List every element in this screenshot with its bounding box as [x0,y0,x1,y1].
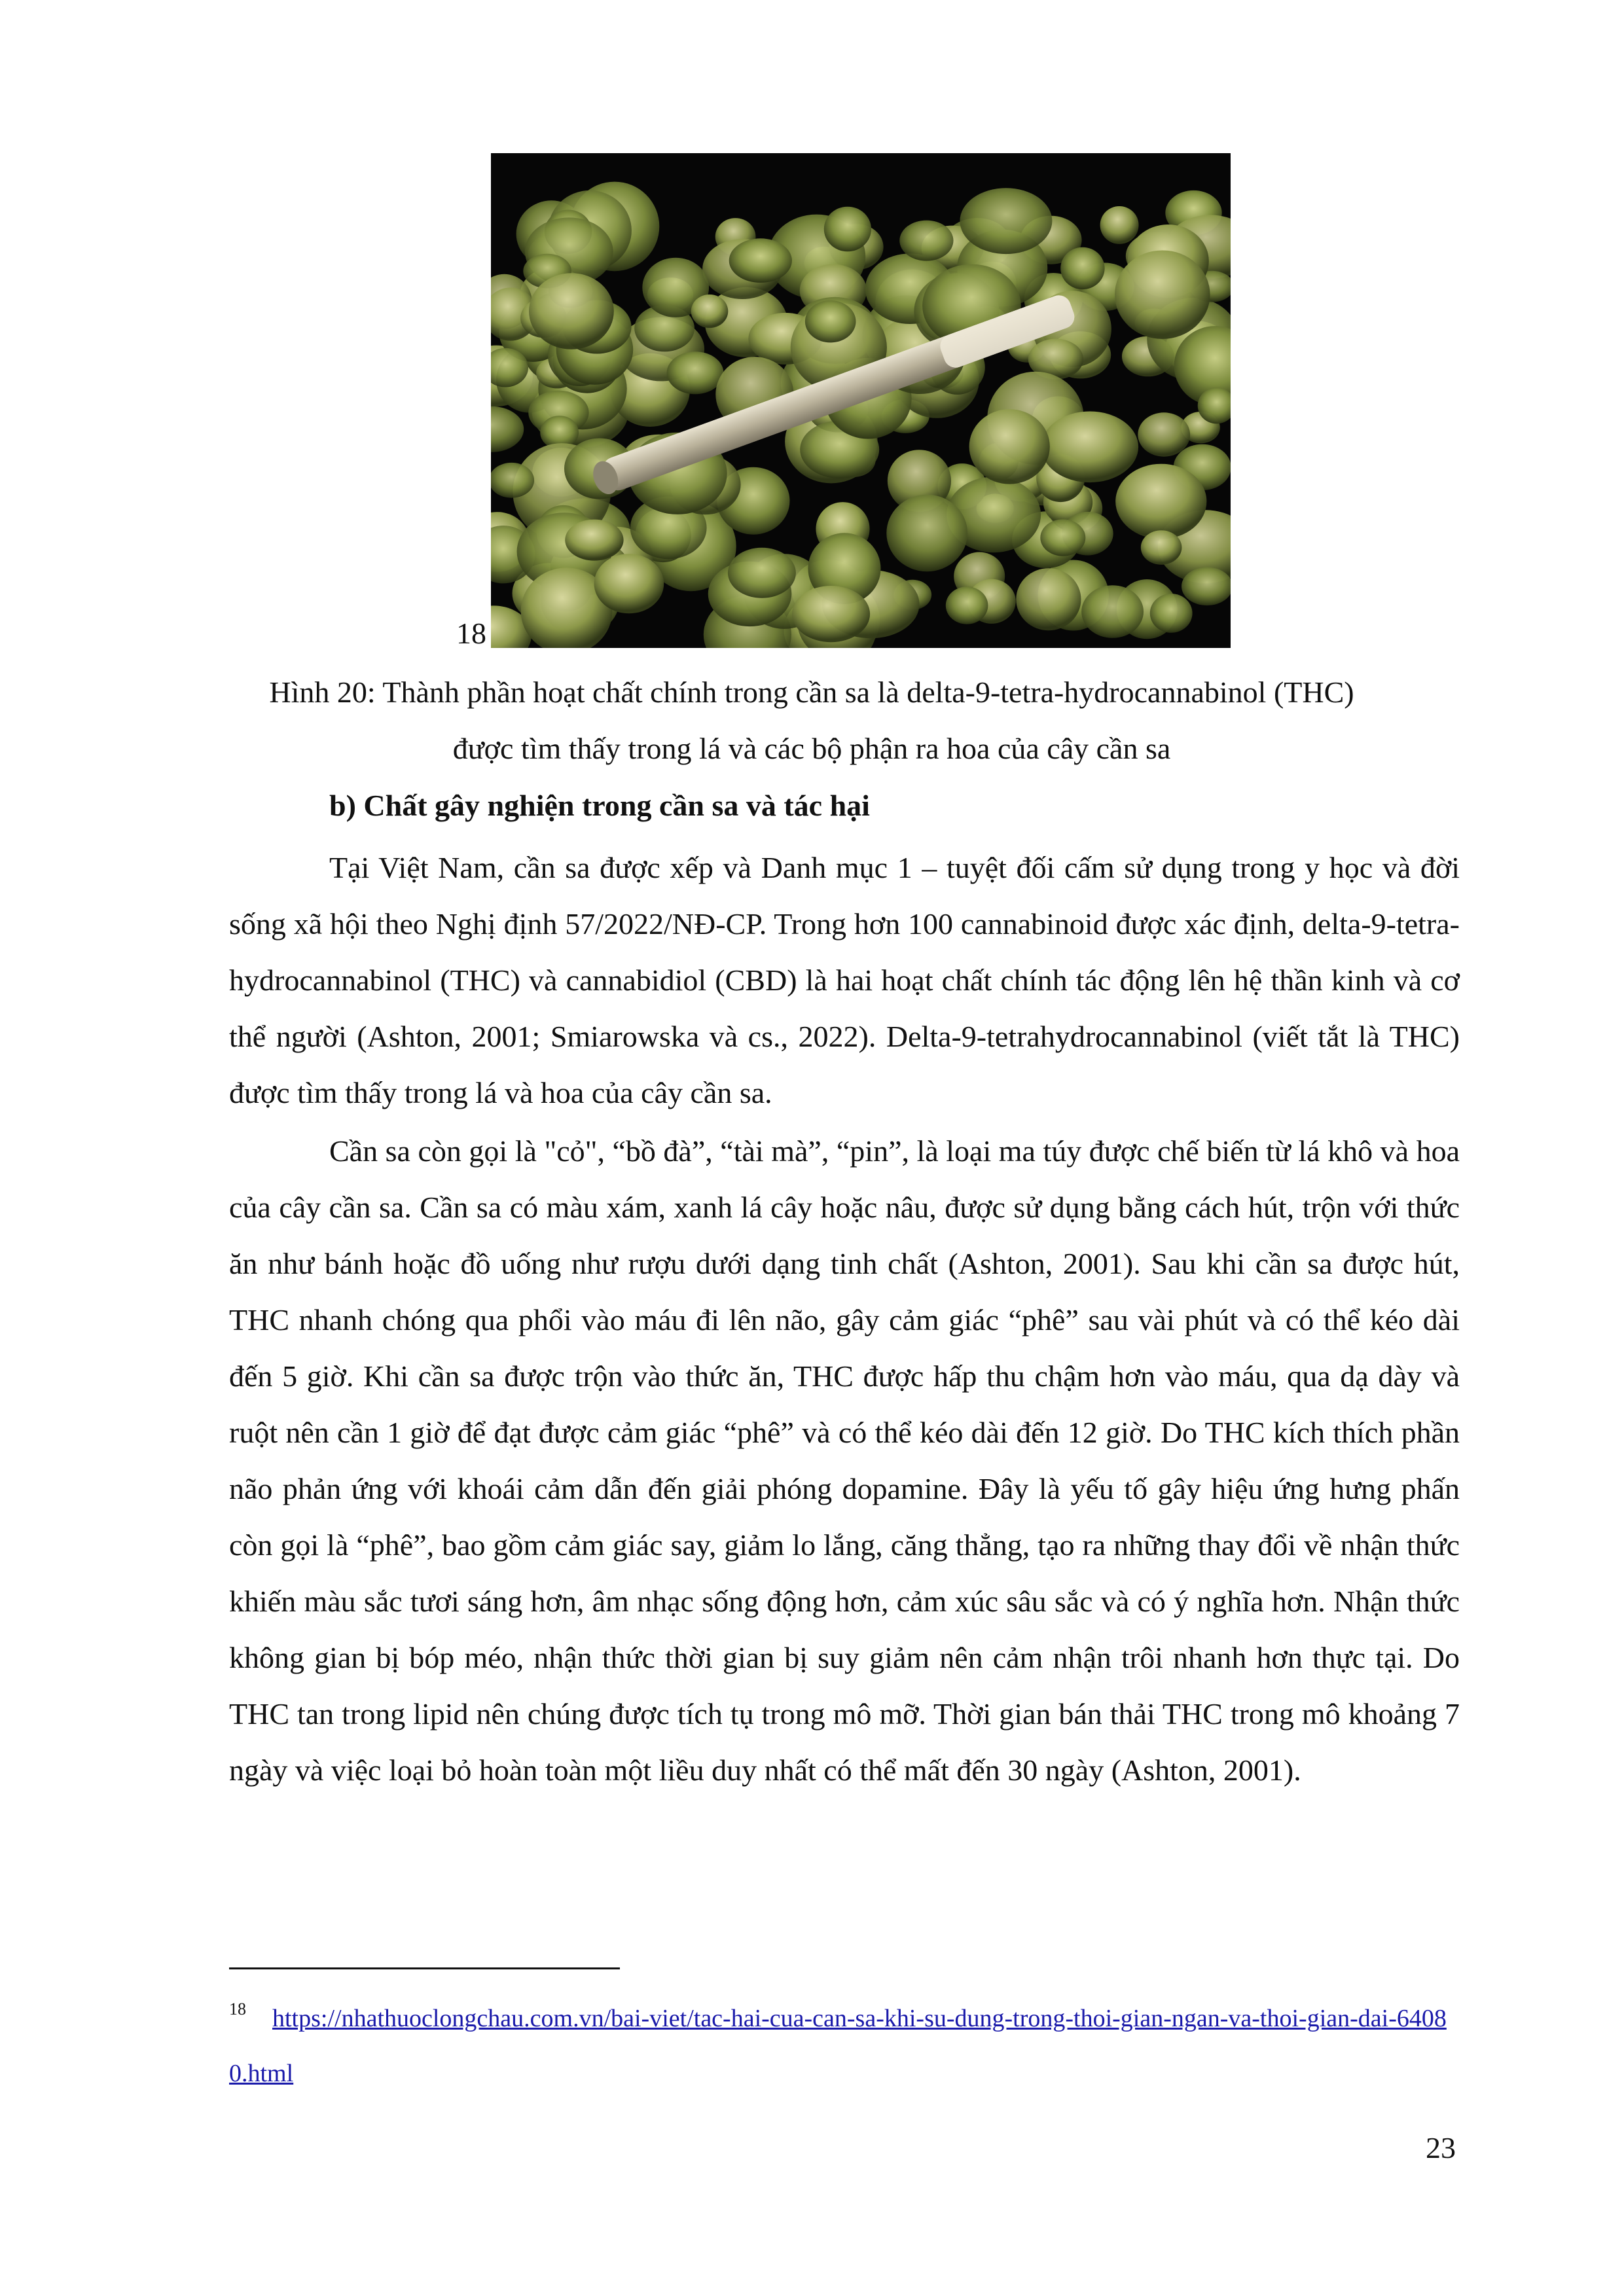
figure-caption-line-2: được tìm thấy trong lá và các bộ phận ra hoa của cây cần sa [452,732,1171,765]
body-paragraph: Tại Việt Nam, cần sa được xếp và Danh mục 1 – tuyệt đối cấm sử dụng trong y học và đời sống xã hội theo Nghị định 57/2022/NĐ-CP. Trong hơn 100 cannabinoid được xác định, delta-9-tetra-hydrocannabinol (THC) và cannabidiol (CBD) là hai hoạt chất chính tác động lên hệ thần kinh và cơ thể người (Ashton, 2001; Smiarowska và cs., 2022). Delta-9-tetrahydrocannabinol (viết tắt là THC) được tìm thấy trong lá và hoa của cây cần sa. [229,851,1460,1109]
footnote-number: 18 [229,2000,246,2018]
footnote-link[interactable]: https://nhathuoclongchau.com.vn/bai-viet/tac-hai-cua-can-sa-khi-su-dung-trong-thoi-gian-ngan-va-thoi-gian-dai-64080.html [229,2005,1447,2087]
cannabis-photo [491,153,1231,648]
figure-footnote-ref: 18 [456,617,486,650]
figure-caption-line-1: Hình 20: Thành phần hoạt chất chính trong cần sa là delta-9-tetra-hydrocannabinol (THC) [269,675,1354,709]
footnote [229,1982,1460,2101]
cannabis-joint-image [491,153,1231,648]
body-paragraph: Cần sa còn gọi là "cỏ", “bồ đà”, “tài mà”, “pin”, là loại ma túy được chế biến từ lá khô và hoa của cây cần sa. Cần sa có màu xám, xanh lá cây hoặc nâu, được sử dụng bằng cách hút, trộn với thức ăn như bánh hoặc đồ uống như rượu dưới dạng tinh chất (Ashton, 2001). Sau khi cần sa được hút, THC nhanh chóng qua phổi vào máu đi lên não, gây cảm giác “phê” sau vài phút và có thể kéo dài đến 5 giờ. Khi cần sa được trộn vào thức ăn, THC được hấp thu chậm hơn vào máu, qua dạ dày và ruột nên cần 1 giờ để đạt được cảm giác “phê” và có thể kéo dài đến 12 giờ. Do THC kích thích phần não phản ứng với khoái cảm dẫn đến giải phóng dopamine. Đây là yếu tố gây hiệu ứng hưng phấn còn gọi là “phê”, bao gồm cảm giác say, giảm lo lắng, căng thẳng, tạo ra những thay đổi về nhận thức khiến màu sắc tươi sáng hơn, âm nhạc sống động hơn, cảm xúc sâu sắc và có ý nghĩa hơn. Nhận thức không gian bị bóp méo, nhận thức thời gian bị suy giảm nên cảm nhận trôi nhanh hơn thực tại. Do THC tan trong lipid nên chúng được tích tụ trong mô mỡ. Thời gian bán thải THC trong mô khoảng 7 ngày và việc loại bỏ hoàn toàn một liều duy nhất có thể mất đến 30 ngày (Ashton, 2001). [229,1134,1460,1787]
page-number: 23 [1426,2131,1456,2164]
footnote-separator [229,1967,620,1969]
section-heading: b) Chất gây nghiện trong cần sa và tác hại [329,789,870,822]
